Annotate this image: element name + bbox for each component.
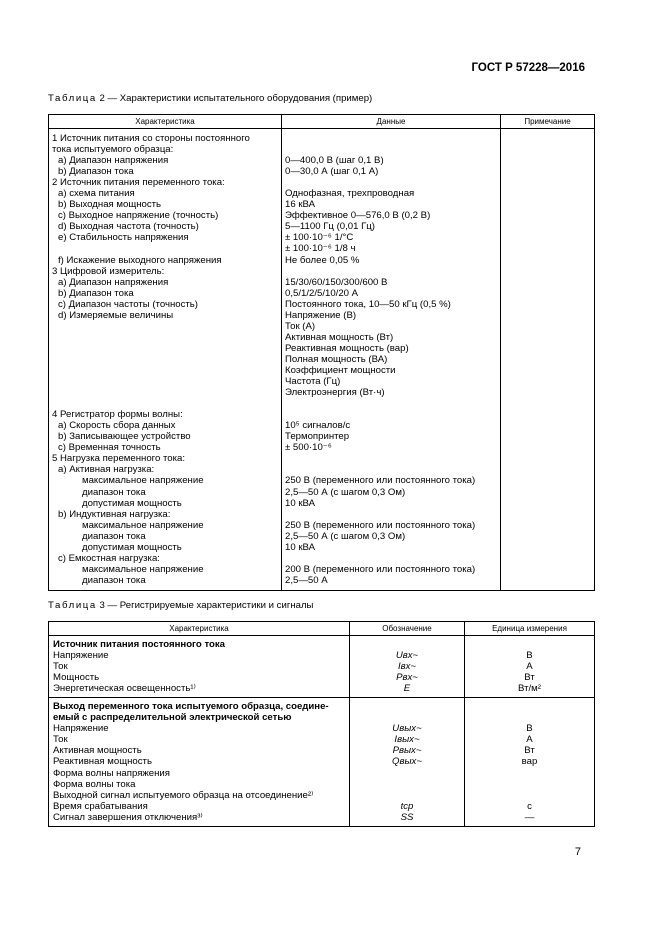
table2-line: 2,5—50 А (с шагом 0,3 Ом) xyxy=(285,530,406,542)
table2-line: Полная мощность (ВА) xyxy=(285,353,388,365)
table2-line: тока испытуемого образца: xyxy=(52,144,174,156)
table3-row-symbol xyxy=(350,790,464,801)
table2-caption-label: Таблица xyxy=(48,93,97,104)
table3-row-symbol xyxy=(350,768,464,779)
table2-line: Не более 0,05 % xyxy=(285,254,360,266)
table3-row-unit: с xyxy=(527,800,532,812)
table2-line: a) Активная нагрузка: xyxy=(58,464,155,476)
table2-header-note: Примечание xyxy=(501,115,595,129)
table3-section-row xyxy=(49,636,595,698)
table2-line: a) Скорость сбора данных xyxy=(58,420,176,432)
table2-blank-line xyxy=(285,509,500,520)
table3-section-title: Выход переменного тока испытуемого образца, соедине- xyxy=(53,701,329,713)
table3-row-unit: — xyxy=(524,811,535,823)
table3-characteristic-cell xyxy=(49,698,350,827)
table2-line: 2,5—50 А (с шагом 0,3 Ом) xyxy=(285,486,406,498)
table2-blank-line xyxy=(52,243,281,254)
table3-row-name: Форма волны тока xyxy=(53,778,136,790)
table2-blank-line xyxy=(285,144,500,155)
table2-blank-line xyxy=(285,266,500,277)
table3-row-name: Мощность xyxy=(53,672,100,684)
table3-row-unit: В xyxy=(526,723,533,735)
table3-row-name: Напряжение xyxy=(53,723,109,735)
table2-line: Постоянного тока, 10—50 кГц (0,5 %) xyxy=(285,298,451,310)
table2-blank-line xyxy=(285,553,500,564)
table3-row-name: Энергетическая освещенность¹⁾ xyxy=(53,683,196,695)
table2-characteristics-cell xyxy=(49,129,282,591)
table2-blank-line xyxy=(52,376,281,387)
table2-line: c) Емкостная нагрузка: xyxy=(58,552,160,564)
table2-blank-line xyxy=(52,321,281,332)
table3-row-symbol: SS xyxy=(400,811,414,823)
table3-caption-text: 3 — Регистрируемые характеристики и сигналы xyxy=(96,600,314,611)
table3-caption xyxy=(48,600,313,611)
table3-row-unit xyxy=(465,779,594,790)
table2-caption-text: 2 — Характеристики испытательного оборудования (пример) xyxy=(96,93,373,104)
table3-row-unit xyxy=(465,790,594,801)
table3-row-symbol: Pвых~ xyxy=(392,745,422,757)
table3-row-symbol: E xyxy=(403,683,411,695)
table3-section-title: Источник питания постоянного тока xyxy=(53,639,226,650)
table2-line: Электроэнергия (Вт·ч) xyxy=(285,387,385,399)
table3-unit-cell xyxy=(465,636,595,698)
table3-designation-cell xyxy=(350,636,465,698)
table2-note-cell xyxy=(501,129,595,591)
table2-line: Эффективное 0—576,0 В (0,2 В) xyxy=(285,210,431,222)
table3-section-title: емый с распределительной электрической сетью xyxy=(53,712,292,724)
table3-row-name: Сигнал завершения отключения³⁾ xyxy=(53,811,203,823)
table2-line: диапазон тока xyxy=(82,530,146,542)
table3-row-symbol: Uвых~ xyxy=(392,723,422,735)
table2-line: диапазон тока xyxy=(82,486,146,498)
table3-row-name: Напряжение xyxy=(53,650,109,662)
table2-line: максимальное напряжение xyxy=(82,475,204,487)
page-number: 7 xyxy=(574,846,581,858)
table2-line: допустимая мощность xyxy=(82,541,182,553)
table3-row-name: Время срабатывания xyxy=(53,800,148,812)
table2-header-data: Данные xyxy=(282,115,501,129)
table2-line: ± 100·10⁻⁶ 1/8 ч xyxy=(285,243,356,255)
table2-line: Ток (А) xyxy=(285,320,316,332)
table3-row-unit: А xyxy=(526,661,533,673)
table3-header-designation: Обозначение xyxy=(350,622,465,636)
table3-row-unit: Вт xyxy=(524,745,535,757)
table2-blank-line xyxy=(52,398,281,409)
table3-row-name: Форма волны напряжения xyxy=(53,767,170,779)
table2-line: 0—400,0 В (шаг 0,1 В) xyxy=(285,155,384,167)
table2-line: допустимая мощность xyxy=(82,497,182,509)
table2-line: 0,5/1/2/5/10/20 А xyxy=(285,287,359,299)
table2-blank-line xyxy=(285,464,500,475)
table3-row-unit: вар xyxy=(521,756,538,768)
equipment-characteristics-table xyxy=(48,114,595,591)
table3-row-name: Выходной сигнал испытуемого образца на отсоединение²⁾ xyxy=(53,789,314,801)
table2-line: максимальное напряжение xyxy=(82,519,204,531)
table3-row-symbol: Pвх~ xyxy=(396,672,418,684)
table2-blank-line xyxy=(285,398,500,409)
table2-line: Коэффициент мощности xyxy=(285,364,396,376)
table2-header-characteristic: Характеристика xyxy=(49,115,282,129)
table2-line: ± 500·10⁻⁶ xyxy=(285,442,332,454)
table2-line: 4 Регистратор формы волны: xyxy=(52,409,183,421)
table2-data-cell xyxy=(282,129,501,591)
table3-row-symbol xyxy=(350,779,464,790)
table3-caption-label: Таблица xyxy=(48,600,97,611)
table2-line: 16 кВА xyxy=(285,199,316,211)
table2-line: b) Диапазон тока xyxy=(58,287,134,299)
table3-header-characteristic: Характеристика xyxy=(49,622,350,636)
table3-row-name: Активная мощность xyxy=(53,745,142,757)
table2-line: b) Диапазон тока xyxy=(58,166,134,178)
table3-row-name: Ток xyxy=(53,661,68,673)
table2-line: e) Стабильность напряжения xyxy=(58,232,189,244)
table2-line: b) Записывающее устройство xyxy=(58,431,191,443)
table3-row-symbol: Iвых~ xyxy=(394,734,420,746)
table2-line: a) схема питания xyxy=(58,188,135,200)
table2-blank-line xyxy=(285,177,500,188)
table2-line: 2,5—50 А xyxy=(285,574,328,586)
table3-unit-cell xyxy=(465,698,595,827)
table2-line: a) Диапазон напряжения xyxy=(58,155,169,167)
table3-row-symbol: Uвх~ xyxy=(395,650,419,662)
table2-line: Термопринтер xyxy=(285,431,350,443)
table2-line: c) Временная точность xyxy=(58,442,161,454)
table2-line: 1 Источник питания со стороны постоянного xyxy=(52,133,250,144)
table2-blank-line xyxy=(285,453,500,464)
table2-line: d) Измеряемые величины xyxy=(58,309,174,321)
table3-row-name: Реактивная мощность xyxy=(53,756,152,768)
table2-line: 15/30/60/150/300/600 В xyxy=(285,276,388,288)
table3-designation-cell xyxy=(350,698,465,827)
table2-blank-line xyxy=(285,133,500,144)
table2-line: диапазон тока xyxy=(82,574,146,586)
table2-line: максимальное напряжение xyxy=(82,563,204,575)
recorded-signals-table xyxy=(48,621,595,827)
table2-line: 200 В (переменного или постоянного тока) xyxy=(285,563,476,575)
table2-blank-line xyxy=(52,365,281,376)
table2-blank-line xyxy=(52,354,281,365)
table2-line: 5 Нагрузка переменного тока: xyxy=(52,453,185,465)
table3-row-unit xyxy=(465,768,594,779)
table2-blank-line xyxy=(285,409,500,420)
table2-line: c) Выходное напряжение (точность) xyxy=(58,210,219,222)
table2-line: 0—30,0 А (шаг 0,1 А) xyxy=(285,166,379,178)
table2-line: 250 В (переменного или постоянного тока) xyxy=(285,519,476,531)
table2-line: 10 кВА xyxy=(285,497,316,509)
table2-caption xyxy=(48,93,372,104)
table2-line: Активная мощность (Вт) xyxy=(285,331,394,343)
table2-line: 10 кВА xyxy=(285,541,316,553)
table3-row-unit: Вт xyxy=(524,672,535,684)
table2-line: 2 Источник питания переменного тока: xyxy=(52,177,225,189)
table3-row-symbol: Iвх~ xyxy=(397,661,417,673)
table3-row-unit: Вт/м² xyxy=(518,683,541,695)
table3-row-unit: А xyxy=(526,734,533,746)
table2-line: b) Индуктивная нагрузка: xyxy=(58,508,171,520)
table2-line: Частота (Гц) xyxy=(285,376,341,388)
table3-row-symbol: Qвых~ xyxy=(392,756,422,768)
table3-characteristic-cell xyxy=(49,636,350,698)
table3-header-unit: Единица измерения xyxy=(465,622,595,636)
table2-blank-line xyxy=(52,387,281,398)
table2-line: b) Выходная мощность xyxy=(58,199,162,211)
table2-line: c) Диапазон частоты (точность) xyxy=(58,298,198,310)
table2-line: a) Диапазон напряжения xyxy=(58,276,169,288)
table2-line: f) Искажение выходного напряжения xyxy=(58,254,222,266)
table2-line: Однофазная, трехпроводная xyxy=(285,188,415,200)
table2-blank-line xyxy=(52,332,281,343)
table2-line: 250 В (переменного или постоянного тока) xyxy=(285,475,476,487)
table2-line: 3 Цифровой измеритель: xyxy=(52,265,165,277)
table3-row-name: Ток xyxy=(53,734,68,746)
table3-row-symbol: tср xyxy=(400,800,414,812)
table2-line: Реактивная мощность (вар) xyxy=(285,342,409,354)
table2-line: d) Выходная частота (точность) xyxy=(58,221,199,233)
table2-line: 10⁵ сигналов/с xyxy=(285,420,351,432)
table2-blank-line xyxy=(52,343,281,354)
table3-section-row xyxy=(49,698,595,827)
table2-line: Напряжение (В) xyxy=(285,309,357,321)
table2-line: ± 100·10⁻⁶ 1/°С xyxy=(285,232,354,244)
table3-row-unit: В xyxy=(526,650,533,662)
table2-line: 5—1100 Гц (0,01 Гц) xyxy=(285,221,375,233)
document-header: ГОСТ Р 57228—2016 xyxy=(471,62,585,74)
